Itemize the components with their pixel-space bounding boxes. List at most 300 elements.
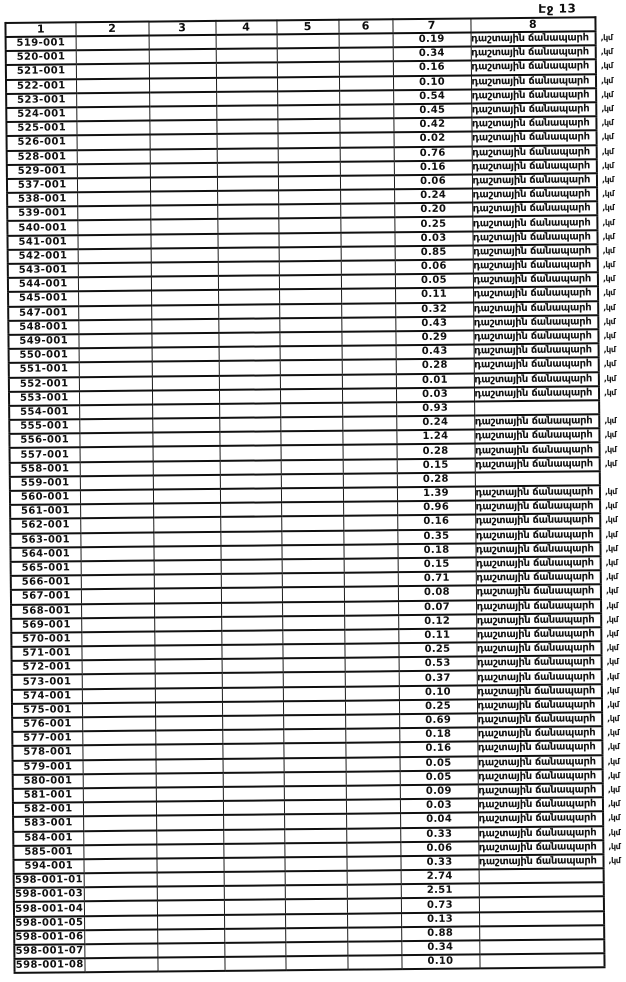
road-type-text: դաշտային ճանապարհ [475,443,593,456]
page-number-label: Էջ 13 [538,1,577,16]
road-type-cell [477,741,620,756]
empty-cell [151,333,218,348]
road-type-text: դաշտային ճանապարհ [476,571,594,584]
empty-cell [277,105,339,120]
length-value-cell: 0.16 [393,61,471,76]
unit-note: ,կմ [605,586,618,596]
length-value-cell: 0.18 [397,543,475,558]
empty-cell [156,787,223,802]
unit-note: ,կմ [603,316,616,327]
road-type-text: դաշտային ճանապարհ [478,755,596,769]
column-header-2: 2 [75,22,148,37]
road-type-cell [472,216,615,231]
road-type-cell [472,131,614,146]
length-value-cell: 0.28 [397,444,475,459]
empty-cell [153,531,220,546]
road-type-cell [475,514,618,529]
road-type-text: դաշտային ճանապարհ [477,656,595,669]
road-type-text: դաշտային ճանապարհ [473,301,592,315]
empty-cell [82,717,155,732]
empty-cell [282,630,344,645]
table-body [6,31,621,973]
empty-cell [76,36,149,51]
empty-cell [155,730,222,745]
road-code-cell: 584-001 [13,831,83,846]
empty-cell [156,773,223,788]
unit-note: ,կմ [602,274,615,284]
empty-cell [153,503,220,518]
empty-cell [280,360,342,375]
empty-cell [78,263,151,278]
road-code-cell: 554-001 [9,405,79,420]
empty-cell [281,530,343,545]
unit-note: ,կմ [606,671,619,681]
length-value-cell: 0.33 [400,855,478,870]
length-value-cell: 0.28 [397,472,475,487]
empty-cell [281,445,343,460]
road-type-cell [471,88,614,103]
road-code-cell: 598-001-06 [14,930,84,945]
empty-cell [157,872,224,887]
unit-note: ,կմ [608,813,620,823]
empty-cell [223,857,284,872]
unit-note: ,կմ [604,430,617,440]
empty-cell [222,715,283,730]
empty-cell [157,929,224,944]
empty-cell [341,274,395,289]
empty-cell [345,714,399,729]
length-value-cell: 0.16 [397,515,475,530]
empty-cell [76,92,149,107]
empty-cell [156,801,223,816]
road-code-cell: 551-001 [9,363,79,378]
road-type-text: դաշտային ճանապարհ [472,188,591,201]
column-header-7: 7 [392,18,470,33]
unit-note: ,կմ [606,657,619,667]
road-type-cell [478,812,620,827]
road-type-text: դաշտային ճանապարհ [471,32,589,45]
unit-note: ,կմ [600,75,613,85]
length-value-cell: 0.25 [398,643,476,658]
road-code-cell: 547-001 [8,306,78,321]
empty-cell [78,305,151,320]
road-type-text: դաշտային ճանապարհ [477,727,596,740]
road-type-text: դաշտային ճանապարհ [475,500,594,513]
length-value-cell: 0.03 [396,387,474,402]
empty-cell [84,873,157,888]
road-type-text: դաշտային ճանապարհ [476,642,595,655]
road-code-cell: 598-001-03 [14,887,84,902]
length-value-cell: 0.93 [396,401,474,416]
data-table [4,16,621,974]
empty-cell [84,887,157,902]
empty-cell [222,673,283,688]
empty-cell [82,702,155,717]
empty-cell [223,815,284,830]
empty-cell [346,856,400,871]
length-value-cell: 0.05 [400,770,478,785]
road-type-cell [472,145,614,160]
empty-cell [345,743,399,758]
empty-cell [151,290,218,305]
road-type-cell [472,173,614,188]
empty-cell [149,120,216,135]
empty-cell [77,163,150,178]
empty-cell [84,958,157,973]
empty-cell [218,332,279,347]
empty-cell [278,133,340,148]
length-value-cell: 0.42 [393,118,471,133]
unit-note: ,կմ [603,373,616,383]
empty-cell [77,220,150,235]
road-code-cell: 582-001 [13,802,83,817]
empty-cell [152,375,219,390]
road-code-cell: 545-001 [8,292,78,307]
empty-cell [155,673,222,688]
empty-cell [221,616,282,631]
empty-cell [344,629,398,644]
length-value-cell: 0.71 [398,572,476,587]
empty-cell [344,572,398,587]
road-type-cell [474,400,599,415]
empty-cell [280,374,342,389]
empty-cell [221,588,282,603]
empty-cell [216,77,277,92]
road-code-cell: 578-001 [12,746,82,761]
unit-note: ,կմ [601,104,614,114]
road-type-text: դաշտային ճանապարհ [478,812,597,825]
empty-cell [340,161,394,176]
empty-cell [80,490,153,505]
empty-cell [280,403,342,418]
empty-cell [284,771,346,786]
unit-note: ,կմ [604,487,617,497]
empty-cell [346,785,400,800]
road-code-cell: 598-001-08 [14,958,84,973]
empty-cell [80,461,153,476]
empty-cell [282,601,344,616]
empty-cell [84,944,157,959]
empty-cell [347,941,401,956]
empty-cell [76,64,149,79]
empty-cell [277,76,339,91]
empty-cell [157,957,224,972]
empty-cell [216,119,277,134]
unit-note: ,կմ [604,444,617,454]
road-type-cell [479,897,604,912]
empty-cell [219,403,280,418]
road-type-cell [476,585,618,600]
empty-cell [282,615,344,630]
length-value-cell: 2.74 [401,869,479,884]
length-value-cell: 0.11 [398,628,476,643]
empty-cell [347,884,401,899]
empty-cell [284,857,346,872]
empty-cell [219,361,280,376]
road-code-cell: 575-001 [12,703,82,718]
empty-cell [346,771,400,786]
length-value-cell: 0.15 [397,458,475,473]
empty-cell [339,33,393,48]
length-value-cell: 0.96 [397,501,475,516]
empty-cell [284,842,346,857]
road-type-cell [472,202,615,217]
road-type-cell [471,74,613,89]
road-code-cell: 539-001 [7,207,77,222]
empty-cell [347,955,401,970]
length-value-cell: 0.13 [401,912,479,927]
road-code-cell: 550-001 [9,348,79,363]
empty-cell [155,744,222,759]
empty-cell [278,190,340,205]
empty-cell [341,317,395,332]
road-code-cell: 549-001 [8,334,78,349]
empty-cell [342,345,396,360]
road-code-cell: 560-001 [10,490,80,505]
empty-cell [82,674,155,689]
empty-cell [224,914,285,929]
unit-note: ,կմ [603,359,616,369]
empty-cell [347,870,401,885]
empty-cell [280,346,342,361]
empty-cell [149,35,216,50]
length-value-cell: 0.43 [396,345,474,360]
length-value-cell: 0.20 [394,203,472,218]
length-value-cell: 0.33 [400,827,478,842]
empty-cell [79,390,152,405]
road-code-cell: 555-001 [9,419,79,434]
road-code-cell: 540-001 [7,221,77,236]
road-code-cell: 566-001 [11,575,81,590]
road-type-cell [476,570,618,585]
road-code-cell: 522-001 [6,79,76,94]
empty-cell [79,433,152,448]
unit-note: ,կմ [605,501,617,511]
empty-cell [80,532,153,547]
empty-cell [285,913,347,928]
road-code-cell: 519-001 [6,36,76,51]
empty-cell [281,488,343,503]
empty-cell [216,34,277,49]
empty-cell [77,135,150,150]
empty-cell [150,205,217,220]
empty-cell [149,92,216,107]
empty-cell [342,360,396,375]
empty-cell [79,376,152,391]
road-code-cell: 559-001 [10,476,80,491]
road-code-cell: 523-001 [6,93,76,108]
road-code-cell: 553-001 [9,391,79,406]
empty-cell [221,602,282,617]
empty-cell [153,489,220,504]
empty-cell [154,574,221,589]
length-value-cell: 0.73 [401,898,479,913]
length-value-cell: 0.25 [394,217,472,232]
length-value-cell: 0.03 [394,231,472,246]
empty-cell [339,90,393,105]
road-type-text: դաշտային ճանապարհ [474,429,593,442]
empty-cell [346,842,400,857]
road-type-text: դաշտային ճանապարհ [476,614,595,627]
road-type-text: դաշտային ճանապարհ [475,458,593,471]
unit-note: ,կմ [607,728,620,738]
empty-cell [157,886,224,901]
road-code-cell: 525-001 [6,121,76,136]
road-type-text: դաշտային ճանապարհ [478,784,596,797]
empty-cell [344,558,398,573]
empty-cell [279,332,341,347]
empty-cell [220,460,281,475]
length-value-cell: 0.12 [398,614,476,629]
empty-cell [283,715,345,730]
empty-cell [281,516,343,531]
empty-cell [347,899,401,914]
length-value-cell: 0.08 [398,586,476,601]
length-value-cell: 0.34 [401,940,479,955]
empty-cell [83,858,156,873]
empty-cell [284,757,346,772]
empty-cell [216,63,277,78]
length-value-cell: 0.10 [399,685,477,700]
empty-cell [153,446,220,461]
road-code-cell: 579-001 [13,760,83,775]
road-type-text: դաշտային ճանապարհ [474,372,593,386]
empty-cell [155,659,222,674]
empty-cell [154,588,221,603]
road-code-cell: 538-001 [7,192,77,207]
empty-cell [84,901,157,916]
empty-cell [344,615,398,630]
unit-note: ,կմ [607,785,620,795]
unit-note: ,կմ [601,89,614,100]
road-code-cell: 571-001 [11,646,81,661]
empty-cell [341,246,395,261]
empty-cell [150,148,217,163]
empty-cell [84,915,157,930]
unit-note: ,կմ [606,699,619,710]
unit-note: ,կմ [600,47,613,57]
empty-cell [83,830,156,845]
road-type-cell [478,854,621,869]
empty-cell [80,504,153,519]
empty-cell [156,858,223,873]
length-value-cell: 0.04 [400,813,478,828]
empty-cell [157,915,224,930]
empty-cell [281,459,343,474]
road-code-cell: 585-001 [13,845,83,860]
empty-cell [155,688,222,703]
empty-cell [341,260,395,275]
empty-cell [153,475,220,490]
empty-cell [156,815,223,830]
road-code-cell: 543-001 [8,263,78,278]
length-value-cell: 0.16 [394,160,472,175]
empty-cell [150,191,217,206]
road-type-text: դաշտային ճանապարհ [471,60,590,73]
road-type-text: դաշտային ճանապարհ [478,826,597,840]
road-type-cell [477,698,619,713]
empty-cell [219,417,280,432]
length-value-cell: 0.53 [399,657,477,672]
empty-cell [153,546,220,561]
empty-cell [83,802,156,817]
empty-cell [282,573,344,588]
empty-cell [218,276,279,291]
empty-cell [76,121,149,136]
empty-cell [278,218,340,233]
road-code-cell: 541-001 [7,235,77,250]
empty-cell [154,645,221,660]
unit-note: ,կմ [603,345,616,355]
empty-cell [152,404,219,419]
empty-cell [151,304,218,319]
road-code-cell: 583-001 [13,817,83,832]
length-value-cell: 0.25 [399,699,477,714]
empty-cell [223,829,284,844]
road-type-cell [477,684,619,699]
empty-cell [219,389,280,404]
road-type-cell [474,358,616,373]
empty-cell [83,787,156,802]
empty-cell [283,701,345,716]
road-code-cell: 576-001 [12,717,82,732]
empty-cell [339,47,393,62]
road-code-cell: 598-001-07 [14,944,84,959]
length-value-cell: 0.45 [393,103,471,118]
road-type-text: դաշտային ճանապարհ [478,855,597,868]
road-type-text: դաշտային ճանապարհ [475,528,594,542]
road-type-cell [478,769,620,784]
empty-cell [152,418,219,433]
road-code-cell: 563-001 [10,533,80,548]
empty-cell [339,118,393,133]
empty-cell [149,63,216,78]
empty-cell [155,702,222,717]
unit-note: ,կմ [605,529,618,539]
empty-cell [84,929,157,944]
road-type-text: դաշտային ճանապարհ [476,628,595,641]
empty-cell [341,331,395,346]
unit-note: ,կմ [603,302,616,312]
road-type-cell [478,826,621,841]
road-type-text: դաշտային ճանապարհ [477,685,596,698]
road-type-cell [476,627,619,642]
column-header-8: 8 [470,17,595,32]
empty-cell [278,204,340,219]
road-code-cell: 529-001 [7,164,77,179]
empty-cell [284,828,346,843]
empty-cell [344,601,398,616]
empty-cell [218,290,279,305]
road-type-cell [478,755,620,770]
road-code-cell: 542-001 [8,249,78,264]
road-type-cell [471,31,613,46]
length-value-cell: 0.06 [400,841,478,856]
empty-cell [342,402,396,417]
empty-cell [283,743,345,758]
road-type-cell [474,343,616,358]
empty-cell [283,672,345,687]
empty-cell [82,731,155,746]
road-type-cell [471,45,613,60]
unit-note: ,կմ [606,614,619,624]
empty-cell [278,147,340,162]
road-type-cell [478,797,620,812]
empty-cell [219,346,280,361]
unit-note: ,կմ [607,742,620,752]
unit-note: ,կմ [601,132,614,142]
road-code-cell: 564-001 [10,547,80,562]
